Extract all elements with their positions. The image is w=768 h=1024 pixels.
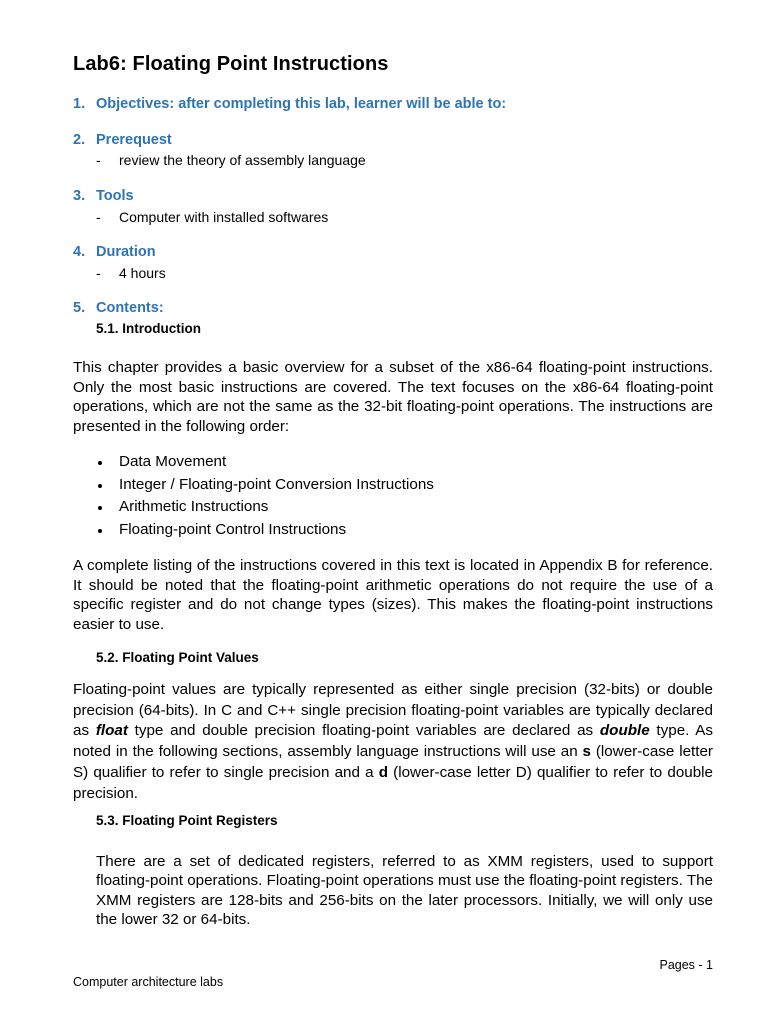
intro-paragraph: This chapter provides a basic overview for a subset of the x86-64 floating-point instructions. Only the most basic instructions are covered. The text focuses on the x86-64 floating-point operations, which are not the same as the 32-bit floating-point operations. The instructions are presented in the following order: bbox=[73, 359, 713, 435]
dash-marker: - bbox=[96, 265, 101, 281]
section-number: 2. bbox=[73, 132, 86, 148]
float-keyword: float bbox=[95, 722, 128, 740]
values-text: type. As noted in the following sections, assembly language instructions will use an bbox=[73, 722, 713, 761]
dash-marker: - bbox=[96, 209, 101, 225]
subsection-introduction-heading: 5.1. Introduction bbox=[96, 321, 202, 336]
dash-marker: - bbox=[96, 152, 101, 168]
section-label: Objectives: after completing this lab, learner will be able to: bbox=[96, 96, 507, 112]
section-label: Tools bbox=[96, 188, 134, 204]
values-text: (lower-case letter S) qualifier to refer to single precision and a bbox=[73, 743, 713, 781]
section-duration-heading bbox=[73, 244, 156, 260]
section-number: 1. bbox=[73, 96, 86, 112]
values-text: (lower-case letter D) qualifier to refer to double precision. bbox=[73, 763, 713, 802]
values-text: type and double precision floating-point variables are declared as bbox=[127, 722, 600, 740]
subsection-registers-heading: 5.3. Floating Point Registers bbox=[96, 813, 278, 828]
list-item: Integer / Floating-point Conversion Instructions bbox=[96, 475, 434, 498]
section-prerequest-heading bbox=[73, 132, 172, 148]
registers-paragraph: There are a set of dedicated registers, referred to as XMM registers, used to support floating-point operations. Floating-point operations must use the floating-point registers. The XMM registers are 128-bits and 256-bits on the later processors. Initially, we will only use the lower 32 or 64-bits. bbox=[96, 853, 713, 929]
prerequest-text: review the theory of assembly language bbox=[119, 152, 366, 168]
d-qualifier: d bbox=[378, 763, 388, 781]
section-label: Duration bbox=[96, 244, 156, 260]
page-number: Pages - 1 bbox=[659, 958, 713, 972]
subsection-values-heading: 5.2. Floating Point Values bbox=[96, 650, 259, 665]
instruction-order-list bbox=[96, 452, 434, 542]
duration-item bbox=[96, 265, 166, 281]
section-label: Prerequest bbox=[96, 132, 172, 148]
tools-text: Computer with installed softwares bbox=[119, 209, 329, 225]
section-objectives-heading bbox=[73, 96, 506, 112]
listing-paragraph: A complete listing of the instructions covered in this text is located in Appendix B for reference. It should be noted that the floating-point arithmetic operations do not require the use of a specific register and do not change types (sizes). This makes the floating-point instructions easier to use. bbox=[73, 557, 713, 633]
section-tools-heading bbox=[73, 188, 134, 204]
footer-course-name: Computer architecture labs bbox=[73, 975, 224, 989]
double-keyword: double bbox=[599, 722, 650, 740]
list-item: Arithmetic Instructions bbox=[96, 497, 434, 520]
section-number: 4. bbox=[73, 244, 86, 260]
section-label: Contents: bbox=[96, 300, 164, 316]
s-qualifier: s bbox=[582, 743, 591, 761]
section-contents-heading bbox=[73, 300, 164, 316]
prerequest-item bbox=[96, 152, 366, 168]
duration-text: 4 hours bbox=[119, 265, 166, 281]
values-text: Floating-point values are typically represented as either single precision (32-bits) or double precision (64-bits). In C and C++ single precision floating-point variables are typically declared as bbox=[73, 681, 713, 740]
list-item: Data Movement bbox=[96, 452, 434, 475]
list-item: Floating-point Control Instructions bbox=[96, 520, 434, 543]
page-title: Lab6: Floating Point Instructions bbox=[73, 53, 389, 75]
section-number: 3. bbox=[73, 188, 86, 204]
values-paragraph bbox=[73, 680, 713, 804]
section-number: 5. bbox=[73, 300, 86, 316]
tools-item bbox=[96, 209, 328, 225]
